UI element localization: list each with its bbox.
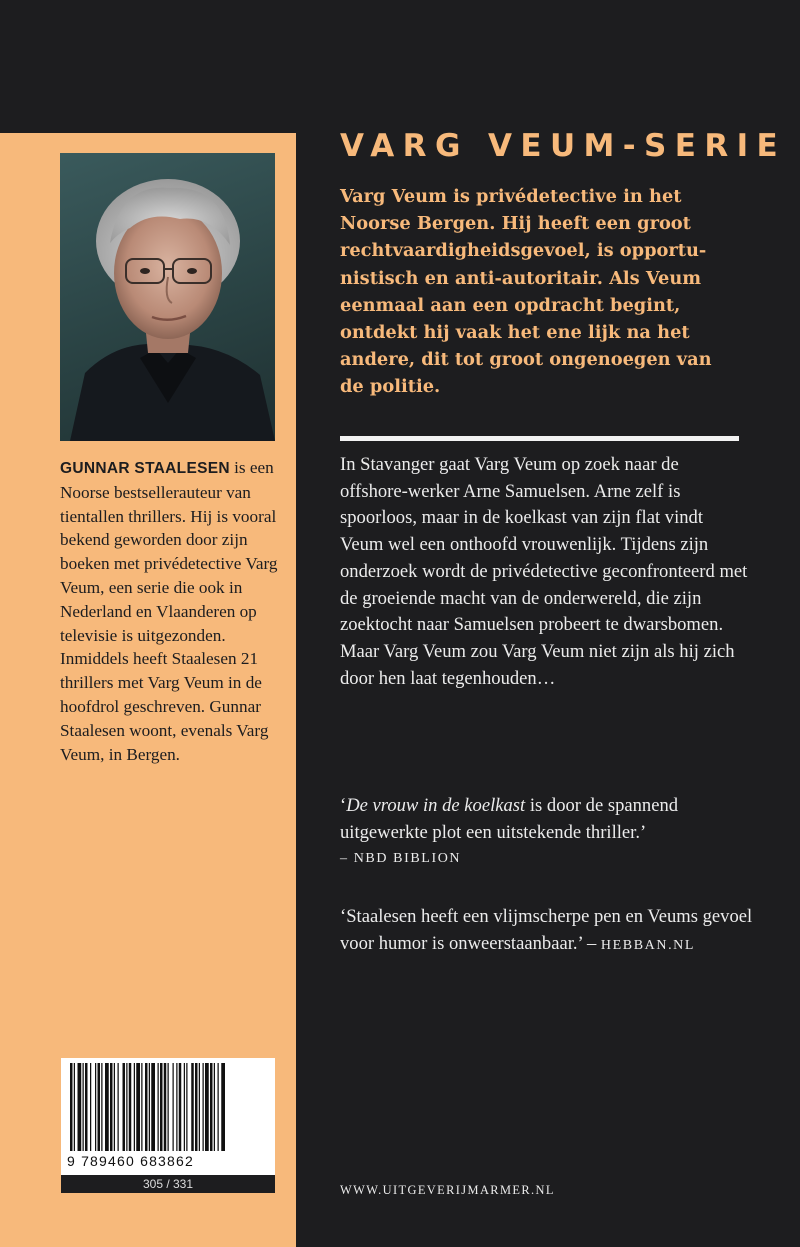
quote-text: is door de spannend uitgewerkte plot een uitstekende thriller.’ — [340, 795, 679, 843]
barcode-code: 305 / 331 — [61, 1175, 275, 1193]
author-bio-text: is een Noorse bestsellerauteur van tientallen thrillers. Hij is vooral bekend geworden door zijn boeken met privédetective Varg Veum, een serie die ook in Nederland en Vlaanderen op televisie is uitgezonden. Inmiddels heeft Staalesen 21 thrillers met Varg Veum in de hoofdrol geschreven. Gunnar Staalesen woont, evenals Varg Veum, in Bergen. — [60, 458, 278, 764]
review-quote — [340, 904, 770, 959]
series-intro: Varg Veum is privédetective in het Noorse Bergen. Hij heeft een groot rechtvaardigheidsgevoel, is opportunistisch en anti-autoritair. Als Veum eenmaal aan een opdracht begint, ontdekt hij vaak het ene lijk na het andere, dit tot groot ongenoegen van de politie. — [340, 186, 712, 398]
author-name: GUNNAR STAALESEN — [60, 460, 230, 477]
quote-open: ‘ — [340, 795, 347, 816]
book-title: De vrouw in de koelkast — [346, 795, 526, 816]
quote-text: ‘Staalesen heeft een vlijmscherpe pen en Veums gevoel voor humor is onweerstaanbaar.’ – — [340, 906, 753, 954]
quote-source: – NBD BIBLION — [340, 851, 462, 867]
quote-source: HEBBAN.NL — [600, 937, 696, 953]
isbn-number: 9 789460 683862 — [67, 1153, 194, 1169]
divider — [340, 436, 739, 441]
series-title: VARG VEUM-SERIE — [340, 128, 787, 164]
barcode-bars — [66, 1063, 270, 1167]
author-bio — [60, 456, 292, 766]
review-quote — [340, 793, 770, 873]
author-photo — [60, 153, 275, 441]
barcode — [61, 1058, 275, 1193]
synopsis: In Stavanger gaat Varg Veum op zoek naar de offshore-werker Arne Samuelsen. Arne zelf is spoorloos, maar in de koelkast van zijn flat vindt Veum wel een onthoofd vrouwenlijk. Tijdens zijn onderzoek wordt de privédetective geconfronteerd met de groeiende macht van de onderwereld, die zijn zoektocht naar Samuelsen probeert te dwarsbomen. Maar Varg Veum zou Varg Veum niet zijn als hij zich door hen laat tegenhouden… — [340, 454, 748, 689]
publisher-website: WWW.UITGEVERIJMARMER.NL — [340, 1183, 555, 1197]
